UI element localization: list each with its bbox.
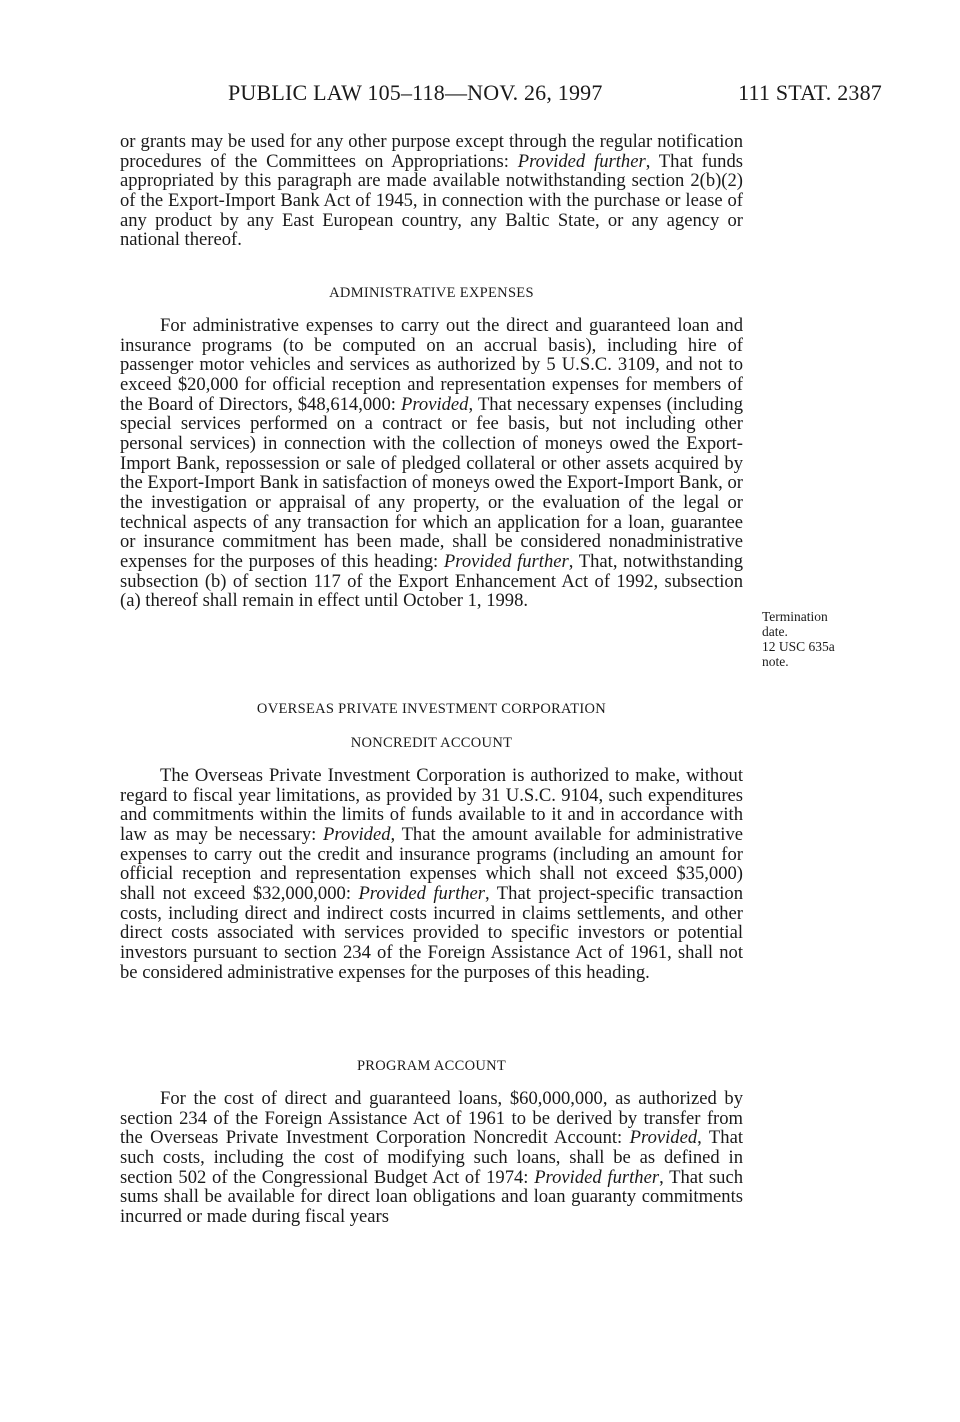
proviso-italic: Provided further [534, 1166, 660, 1188]
proviso-italic: Provided further [358, 882, 486, 904]
paragraph-noncredit-account [120, 766, 743, 982]
proviso-italic: Provided further [517, 150, 646, 172]
text-run: , That project-specific transaction costs, including direct and indirect costs incurred in claims settlements, and other direct costs associated with services provided to specific investors or potential investors pursuant to section 234 of the Foreign Assistance Act of 1961, shall not be considered administrative expenses for the purposes of this heading. [120, 882, 743, 983]
margin-note-line: note. [762, 654, 789, 669]
paragraph-program-account [120, 1089, 743, 1227]
heading-opic: OVERSEAS PRIVATE INVESTMENT CORPORATION [256, 701, 607, 717]
paragraph-administrative-expenses [120, 316, 743, 611]
text-run: , That, notwithstanding subsection (b) of section 117 of the Export Enhancement Act of 1992, subsection (a) thereof shall remain in effect until October 1, 1998. [120, 550, 744, 612]
heading-administrative-expenses: ADMINISTRATIVE EXPENSES [329, 285, 534, 301]
running-header [120, 80, 882, 110]
statutes-page-number: 111 STAT. 2387 [738, 80, 882, 105]
text-run: or grants may be used for any other purpose except through the regular notification procedures of the Committees on Appropriations: [120, 131, 743, 172]
heading-noncredit-account: NONCREDIT ACCOUNT [350, 735, 513, 751]
margin-note-termination [762, 609, 872, 669]
proviso-italic: Provided [323, 823, 391, 845]
heading-program-account: PROGRAM ACCOUNT [356, 1058, 507, 1074]
text-run: , That such sums shall be available for direct loan obligations and loan guaranty commitments incurred or made during fiscal years [120, 1166, 744, 1227]
margin-note-line: date. [762, 624, 788, 639]
text-run: The Overseas Private Investment Corporation is authorized to make, without regard to fiscal year limitations, as provided by 31 U.S.C. 9104, such expenditures and commitments within the limits of funds available to it and in accordance with law as may be necessary: [120, 765, 743, 845]
margin-note-line: Termination [762, 609, 828, 624]
proviso-italic: Provided further [443, 550, 569, 572]
proviso-italic: Provided [401, 393, 469, 415]
proviso-italic: Provided [629, 1127, 698, 1149]
text-run: For administrative expenses to carry out the direct and guaranteed loan and insurance programs (to be computed on an accrual basis), including hire of passenger motor vehicles and services as authorized by 5 U.S.C. 3109, and not to exceed $20,000 for official reception and representation expenses for members of the Board of Directors, $48,614,000: [120, 315, 743, 415]
text-run: , That the amount available for administrative expenses to carry out the credit and insurance programs (including an amount for official reception and representation expenses which shall not exceed $35,000) shall not exceed $32,000,000: [120, 823, 743, 904]
paragraph-continuation [120, 132, 743, 250]
text-run: , That necessary expenses (including special services performed on a contract or fee basis, but not including other personal services) in connection with the collection of moneys owed the Export-Import Bank, repossession or sale of pledged collateral or other assets acquired by the Export-Import Bank in satisfaction of moneys owed the Export-Import Bank, or the investigation or appraisal of any property, or the evaluation of the legal or technical aspects of any transaction for which an application for a loan, guarantee or insurance commitment has been made, shall be considered nonadministrative expenses for the purposes of this heading: [120, 393, 744, 572]
public-law-citation: PUBLIC LAW 105–118—NOV. 26, 1997 [228, 80, 603, 105]
text-run: For the cost of direct and guaranteed loans, $60,000,000, as authorized by section 234 of the Foreign Assistance Act of 1961 to be derived by transfer from the Overseas Private Investment Corporation Noncredit Account: [120, 1088, 743, 1149]
margin-note-line: 12 USC 635a [762, 639, 835, 654]
text-run: , That such costs, including the cost of modifying such loans, shall be as defined in section 502 of the Congressional Budget Act of 1974: [120, 1127, 743, 1188]
text-run: , That funds appropriated by this paragraph are made available notwithstanding section 2(b)(2) of the Export-Import Bank Act of 1945, in connection with the purchase or lease of any product by any East European country, any Baltic State, or any agency or national thereof. [120, 150, 743, 251]
